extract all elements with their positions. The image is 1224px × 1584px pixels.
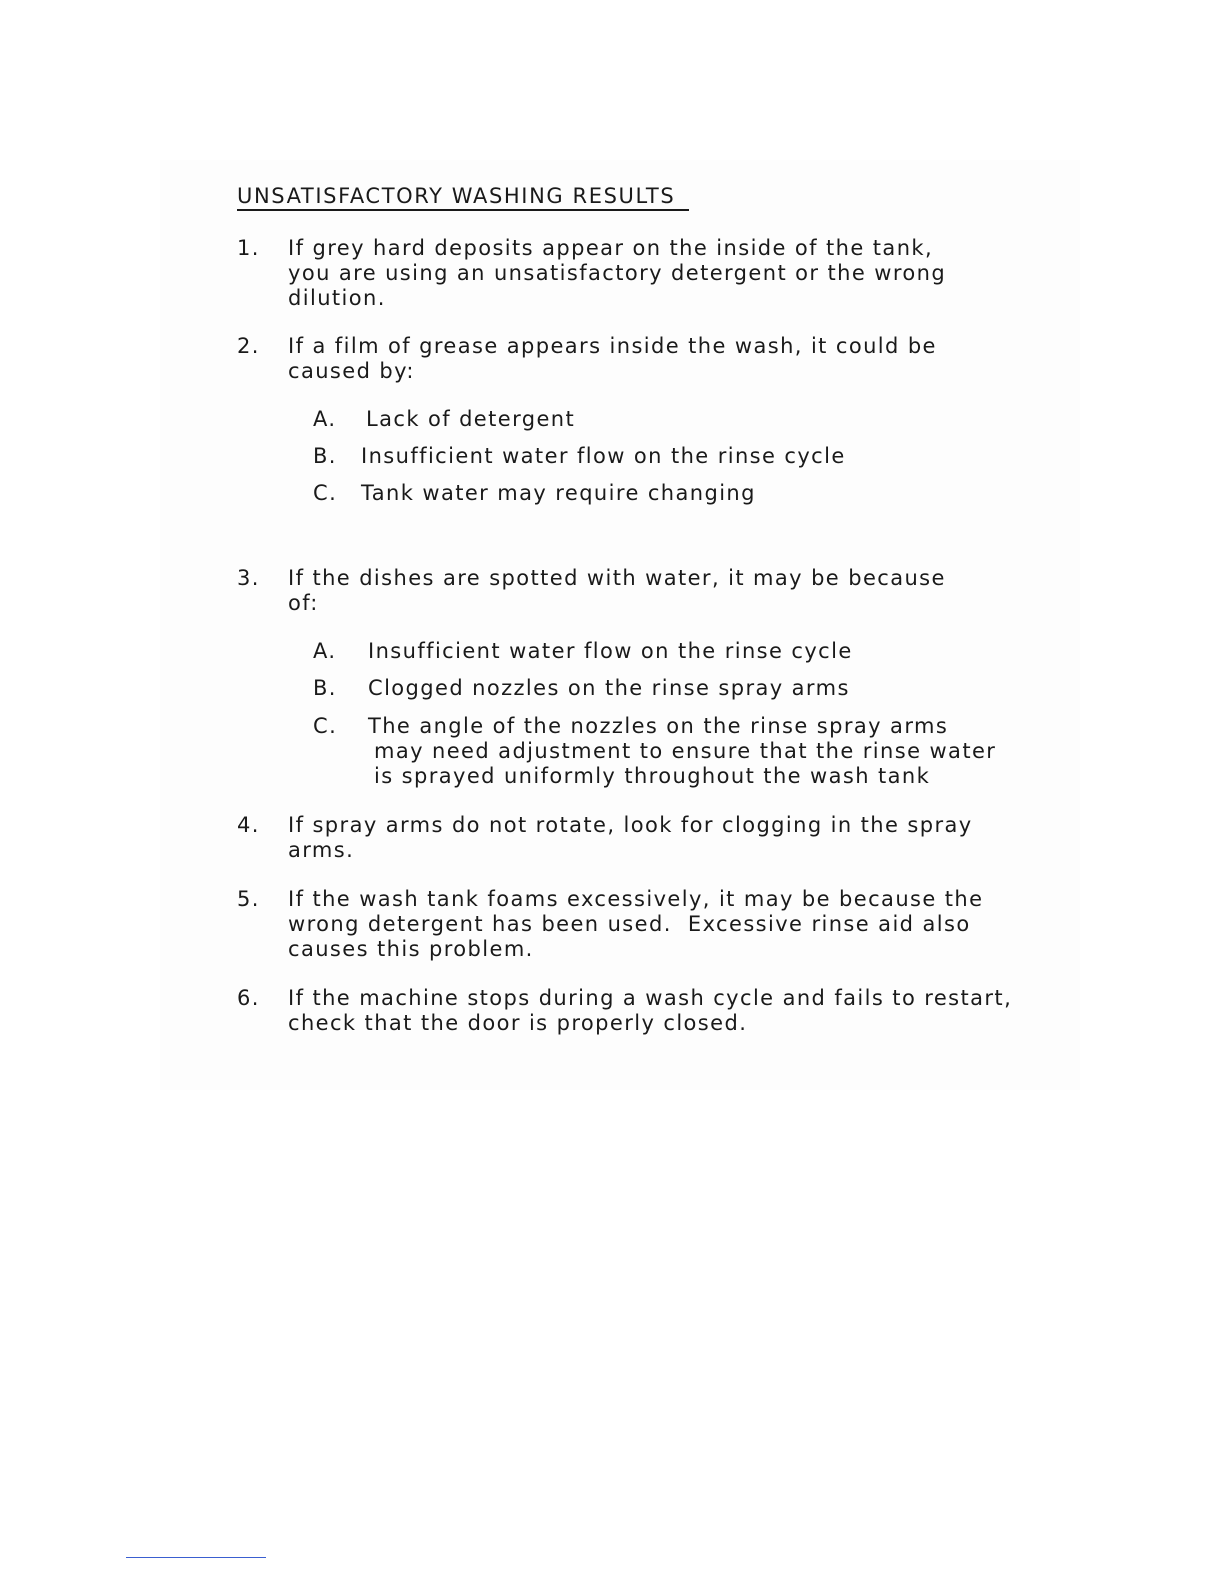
sub-item-letter: B. — [313, 676, 337, 700]
item-line: If spray arms do not rotate, look for clogging in the spray — [288, 813, 973, 837]
sub-item-text: Insufficient water flow on the rinse cycle — [368, 639, 853, 663]
sub-item-letter: A. — [313, 639, 337, 663]
sub-item-line: is sprayed uniformly throughout the wash tank — [374, 764, 931, 788]
sub-item-text: Lack of detergent — [366, 407, 576, 431]
item-text — [288, 887, 1068, 962]
item-number: 2. — [237, 334, 260, 358]
item-number: 6. — [237, 986, 260, 1010]
item-number: 5. — [237, 887, 260, 911]
sub-item-line: The angle of the nozzles on the rinse spray arms — [368, 714, 949, 738]
item-line: arms. — [288, 838, 355, 862]
item-number: 3. — [237, 566, 260, 590]
item-line: you are using an unsatisfactory detergent or the wrong — [288, 261, 947, 285]
item-line: If the machine stops during a wash cycle and fails to restart, — [288, 986, 1013, 1010]
item-line: caused by: — [288, 359, 415, 383]
item-text — [288, 813, 1068, 863]
item-line: dilution. — [288, 286, 386, 310]
sub-item-line: may need adjustment to ensure that the rinse water — [374, 739, 997, 763]
sub-item-text: Clogged nozzles on the rinse spray arms — [368, 676, 850, 700]
item-text — [288, 986, 1068, 1036]
item-text — [288, 566, 1068, 616]
item-line: If the dishes are spotted with water, it may be because — [288, 566, 946, 590]
item-line: wrong detergent has been used. Excessive rinse aid also — [288, 912, 971, 936]
item-line: causes this problem. — [288, 937, 534, 961]
sub-item-letter: C. — [313, 714, 338, 738]
item-line: If the wash tank foams excessively, it may be because the — [288, 887, 984, 911]
item-line: of: — [288, 591, 319, 615]
sub-item-text — [368, 714, 996, 789]
item-text — [288, 236, 1068, 311]
sub-item-text: Tank water may require changing — [361, 481, 756, 505]
sub-item-letter: A. — [313, 407, 337, 431]
item-line: If grey hard deposits appear on the inside of the tank, — [288, 236, 934, 260]
item-line: check that the door is properly closed. — [288, 1011, 748, 1035]
sub-item-letter: B. — [313, 444, 337, 468]
item-number: 1. — [237, 236, 260, 260]
document-title: UNSATISFACTORY WASHING RESULTS — [237, 184, 689, 211]
item-line: If a film of grease appears inside the wash, it could be — [288, 334, 937, 358]
sub-item-text: Insufficient water flow on the rinse cycle — [361, 444, 846, 468]
item-number: 4. — [237, 813, 260, 837]
footer-rule — [126, 1557, 266, 1558]
item-text — [288, 334, 1068, 384]
sub-item-letter: C. — [313, 481, 338, 505]
